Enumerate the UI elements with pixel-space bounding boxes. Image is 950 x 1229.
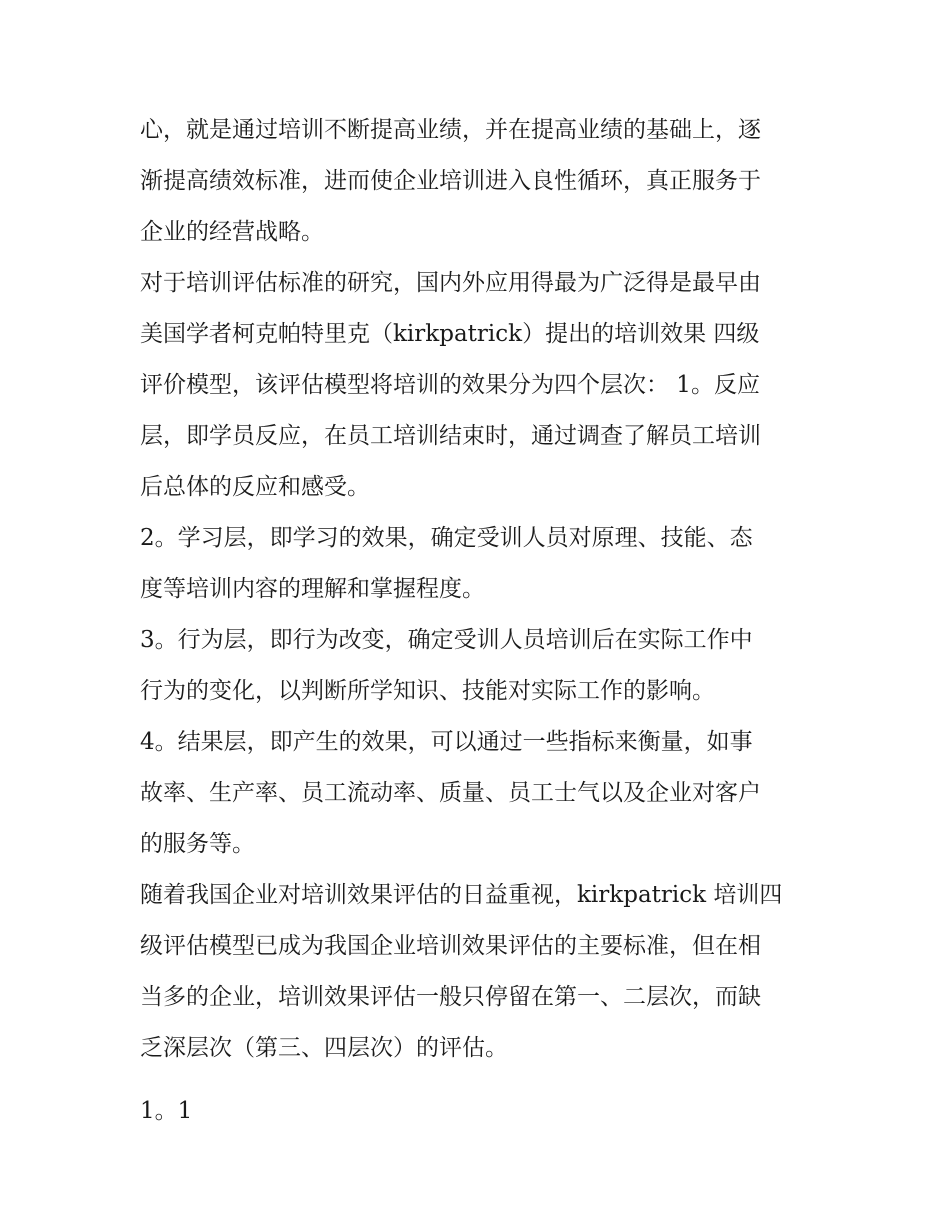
paragraph-intro xyxy=(140,105,815,258)
text-line: 度等培训内容的理解和掌握程度。 xyxy=(140,576,485,602)
section-number xyxy=(140,1086,815,1137)
text-line: 乏深层次（第三、四层次）的评估。 xyxy=(140,1035,508,1061)
text-line: 行为的变化，以判断所学知识、技能对实际工作的影响。 xyxy=(140,678,715,704)
text-line: 心，就是通过培训不断提高业绩，并在提高业绩的基础上，逐 xyxy=(140,117,761,143)
text-line: 的服务等。 xyxy=(140,831,255,857)
text-line: 层，即学员反应，在员工培训结束时，通过调查了解员工培训 xyxy=(140,423,761,449)
paragraph-spacer xyxy=(140,1074,815,1086)
text-line: 当多的企业，培训效果评估一般只停留在第一、二层次，而缺 xyxy=(140,984,761,1010)
paragraph-learning-level xyxy=(140,513,815,615)
text-line: 对于培训评估标准的研究，国内外应用得最为广泛得是最早由 xyxy=(140,270,761,296)
document-body xyxy=(140,105,815,1137)
text-line: 2。学习层，即学习的效果，确定受训人员对原理、技能、态 xyxy=(140,525,753,551)
text-line: 3。行为层，即行为改变，确定受训人员培训后在实际工作中 xyxy=(140,627,753,653)
paragraph-kirkpatrick-model xyxy=(140,258,815,513)
text-line: 美国学者柯克帕特里克（kirkpatrick）提出的培训效果 四级 xyxy=(140,321,760,347)
paragraph-results-level xyxy=(140,717,815,870)
text-line: 渐提高绩效标准，进而使企业培训进入良性循环，真正服务于 xyxy=(140,168,761,194)
text-line: 故率、生产率、员工流动率、质量、员工士气以及企业对客户 xyxy=(140,780,761,806)
text-line: 4。结果层，即产生的效果，可以通过一些指标来衡量，如事 xyxy=(140,729,753,755)
paragraph-domestic-status xyxy=(140,870,815,1074)
text-line: 随着我国企业对培训效果评估的日益重视，kirkpatrick 培训四 xyxy=(140,882,783,908)
paragraph-behavior-level xyxy=(140,615,815,717)
text-line: 评价模型，该评估模型将培训的效果分为四个层次： 1。反应 xyxy=(140,372,760,398)
text-line: 级评估模型已成为我国企业培训效果评估的主要标准，但在相 xyxy=(140,933,761,959)
text-line: 企业的经营战略。 xyxy=(140,219,324,245)
section-heading-number: 1。1 xyxy=(140,1098,193,1124)
text-line: 后总体的反应和感受。 xyxy=(140,474,370,500)
